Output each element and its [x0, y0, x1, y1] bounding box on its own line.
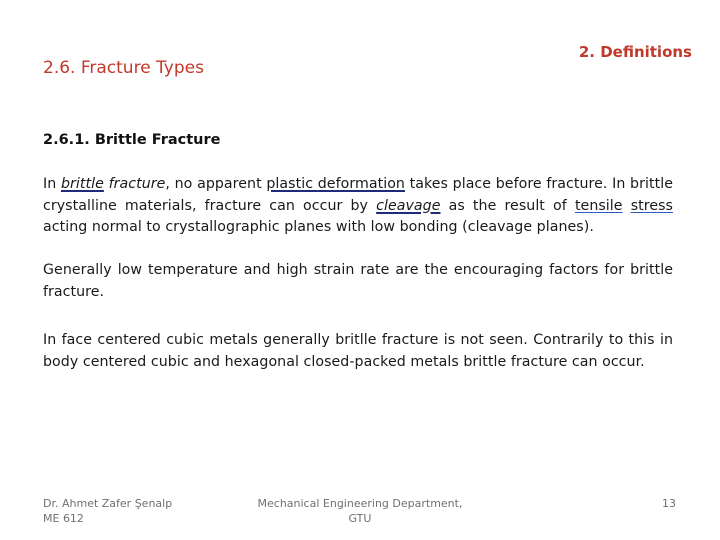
term-brittle: brittle: [60, 176, 104, 192]
page-title: 2.6. Fracture Types: [43, 58, 204, 78]
footer-course-code: ME 612: [43, 512, 84, 525]
text-segment: acting normal to crystallographic planes with low bonding (cleavage planes).: [43, 219, 594, 235]
footer-author: [43, 496, 172, 526]
footer-department-name: Mechanical Engineering Department,: [257, 497, 463, 510]
paragraph-brittle-fracture-definition: [43, 174, 673, 239]
subsection-heading: 2.6.1. Brittle Fracture: [43, 132, 221, 148]
term-fracture: fracture: [108, 176, 166, 192]
text-segment: In: [43, 176, 61, 192]
text-segment: , no apparent: [165, 176, 267, 192]
page-number: 13: [662, 497, 676, 510]
term-plastic: plastic: [266, 176, 314, 192]
footer-author-name: Dr. Ahmet Zafer Şenalp: [43, 497, 173, 510]
footer-university: GTU: [348, 512, 372, 525]
text-segment: takes place before fracture. In brittle crystalline materials, fracture can occur by: [43, 176, 673, 214]
text-segment: as the result of: [440, 197, 575, 214]
paragraph-crystal-structures: In face centered cubic metals generally britlle fracture is not seen. Contrarily to this in body centered cubic and hexagonal closed-packed metals brittle fracture can occur.: [43, 332, 673, 370]
term-deformation: deformation: [317, 176, 405, 192]
term-cleavage: cleavage: [376, 197, 441, 214]
footer-department: [255, 496, 465, 526]
paragraph-encouraging-factors: Generally low temperature and high strain rate are the encouraging factors for brittle fracture.: [43, 262, 673, 300]
term-stress: stress: [630, 197, 673, 214]
term-tensile: tensile: [574, 197, 623, 214]
section-label: 2. Definitions: [578, 43, 692, 61]
text-segment: [623, 198, 631, 214]
